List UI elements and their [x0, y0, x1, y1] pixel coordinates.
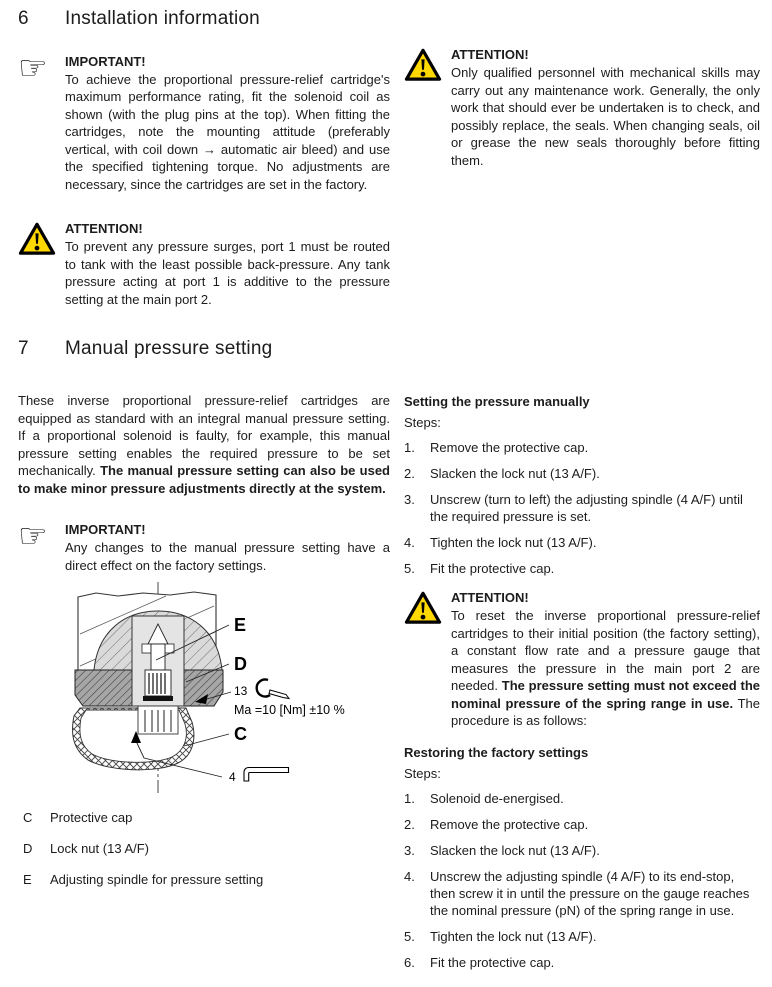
- attention-body-after: The procedure is as follows:: [451, 695, 761, 728]
- step-text: Fit the protective cap.: [430, 954, 555, 970]
- attention-body: To prevent any pressure surges, port 1 must be routed to tank with the least possible back-pressure. Any tank pressure acting at port 1 is additive to the pressure setting at the main port 2.: [65, 239, 390, 307]
- allen-key-icon: [244, 768, 289, 782]
- step-text: Tighten the lock nut (13 A/F).: [430, 928, 597, 944]
- step-number: 1.: [404, 790, 415, 806]
- cartridge-diagram: [18, 582, 378, 797]
- allen-size-label: 4: [229, 770, 236, 785]
- step-text: Solenoid de-energised.: [430, 790, 564, 806]
- attention-body: Only qualified personnel with mechanical skills may carry out any maintenance work. Generally, the only work that should ever be undertaken is to check, and possibly replace, the seals. When changing seals, oil or grease the new seals thoroughly before fitting them.: [451, 65, 760, 168]
- list-item: [404, 491, 760, 525]
- legend-item-c: [23, 810, 390, 826]
- step-text: Remove the protective cap.: [430, 816, 589, 832]
- list-item: [404, 790, 760, 807]
- restoring-heading: Restoring the factory settings: [404, 744, 589, 760]
- left-column: [18, 8, 390, 987]
- attention-heading: ATTENTION!: [451, 47, 529, 62]
- important-note-manual-setting: [18, 516, 390, 574]
- list-item: [404, 954, 760, 971]
- right-column: [404, 8, 760, 987]
- restoring-factory-section: [404, 744, 760, 971]
- list-item: [404, 439, 760, 456]
- step-text: Tighten the lock nut (13 A/F).: [430, 535, 597, 550]
- legend-key: C: [23, 810, 33, 826]
- warning-triangle-icon: [404, 48, 442, 82]
- pointing-hand-icon: ☞: [18, 47, 48, 87]
- step-text: Slacken the lock nut (13 A/F).: [430, 842, 600, 858]
- attention-note-pressure-surges: [18, 220, 390, 308]
- attention-note-maintenance: [404, 46, 760, 169]
- list-item: [404, 928, 760, 945]
- setting-pressure-section: [404, 393, 760, 577]
- step-number: 6.: [404, 954, 415, 970]
- important-heading: IMPORTANT!: [65, 53, 146, 69]
- attention-note-reset: [404, 589, 760, 730]
- important-body: To achieve the proportional pressure-relief cartridge's maximum performance rating, fit the solenoid coil as shown (with the plug pins at the top). When fitting the cartridges, note the mounting attitude (preferably vertical, with coil down → automatic air bleed) and use the specified tightening torque. No adjustments are necessary, since the cartridges are set in the factory.: [65, 71, 390, 192]
- attention-heading: ATTENTION!: [65, 221, 143, 237]
- wrench-size-label: 13: [234, 684, 248, 699]
- spindle-end-slots: [138, 706, 178, 734]
- step-number: 5.: [404, 928, 415, 944]
- attention-body-normal: To reset the inverse proportional pressure-relief cartridges to their initial position (the factory setting), a constant flow rate and a pressure gauge that measures the pressure in the main port 2 are needed.: [451, 608, 760, 693]
- section-7-intro: [18, 392, 390, 497]
- section-7-number: 7: [18, 338, 29, 360]
- diagram-label-c: C: [234, 724, 247, 745]
- legend-item-e: [23, 872, 390, 888]
- steps-label: Steps:: [404, 765, 441, 781]
- step-number: 4.: [404, 535, 415, 550]
- figure-legend: [23, 810, 390, 888]
- important-body: Any changes to the manual pressure setting have a direct effect on the factory settings.: [65, 540, 390, 573]
- warning-triangle-icon: [18, 222, 56, 256]
- open-end-wrench-icon: [257, 680, 289, 699]
- step-number: 4.: [404, 868, 415, 884]
- list-item: [404, 534, 760, 551]
- step-number: 3.: [404, 492, 415, 507]
- warning-triangle-icon: [404, 591, 442, 625]
- step-number: 5.: [404, 561, 415, 576]
- section-6-heading: [18, 8, 390, 31]
- cartridge-cross-section-figure: [18, 582, 378, 802]
- section-7-title: Manual pressure setting: [65, 338, 273, 360]
- step-text: Slacken the lock nut (13 A/F).: [430, 466, 600, 481]
- step-number: 2.: [404, 466, 415, 481]
- legend-text: Adjusting spindle for pressure setting: [50, 872, 264, 888]
- step-number: 2.: [404, 816, 415, 832]
- pointing-hand-icon: ☞: [18, 516, 48, 556]
- section-6-title: Installation information: [65, 8, 260, 29]
- diagram-label-e: E: [234, 615, 247, 636]
- list-item: [404, 465, 760, 482]
- step-text: Remove the protective cap.: [430, 440, 589, 455]
- legend-key: D: [23, 841, 33, 857]
- steps-label: Steps:: [404, 415, 441, 430]
- diagram-label-d: D: [234, 654, 247, 675]
- list-item: [404, 842, 760, 859]
- list-item: [404, 868, 760, 919]
- important-heading: IMPORTANT!: [65, 522, 146, 538]
- step-number: 1.: [404, 440, 415, 455]
- attention-heading: ATTENTION!: [451, 590, 529, 605]
- step-text: Fit the protective cap.: [430, 561, 555, 576]
- step-number: 3.: [404, 842, 415, 858]
- adjusting-spindle-assembly: [132, 616, 184, 706]
- legend-key: E: [23, 872, 32, 888]
- list-item: [404, 560, 760, 577]
- legend-text: Lock nut (13 A/F): [50, 841, 149, 857]
- important-note-installation: [18, 47, 390, 194]
- section-6-number: 6: [18, 8, 29, 29]
- attention-body: [451, 607, 760, 730]
- step-text: Unscrew (turn to left) the adjusting spindle (4 A/F) until the required pressure is set.: [430, 492, 743, 524]
- legend-item-d: [23, 841, 390, 857]
- step-text: Unscrew the adjusting spindle (4 A/F) to its end-stop, then screw it in until the pressure on the gauge reaches the nominal pressure (pN) of the spring range in use.: [430, 868, 750, 918]
- intro-normal-text: These inverse proportional pressure-relief cartridges are equipped as standard with an integral manual pressure setting. If a proportional solenoid is faulty, for example, this manual pressure setting enables the required pressure to be set mechanically.: [18, 393, 390, 479]
- legend-text: Protective cap: [50, 810, 133, 826]
- list-item: [404, 816, 760, 833]
- attention-body-bold: The pressure setting must not exceed the nominal pressure of the spring range in use.: [451, 678, 760, 711]
- intro-bold-text: The manual pressure setting can also be used to make minor pressure adjustments directly at the system.: [18, 463, 390, 496]
- setting-heading: Setting the pressure manually: [404, 394, 590, 409]
- section-7-heading: [18, 338, 390, 361]
- torque-label: Ma =10 [Nm] ±10 %: [234, 703, 345, 718]
